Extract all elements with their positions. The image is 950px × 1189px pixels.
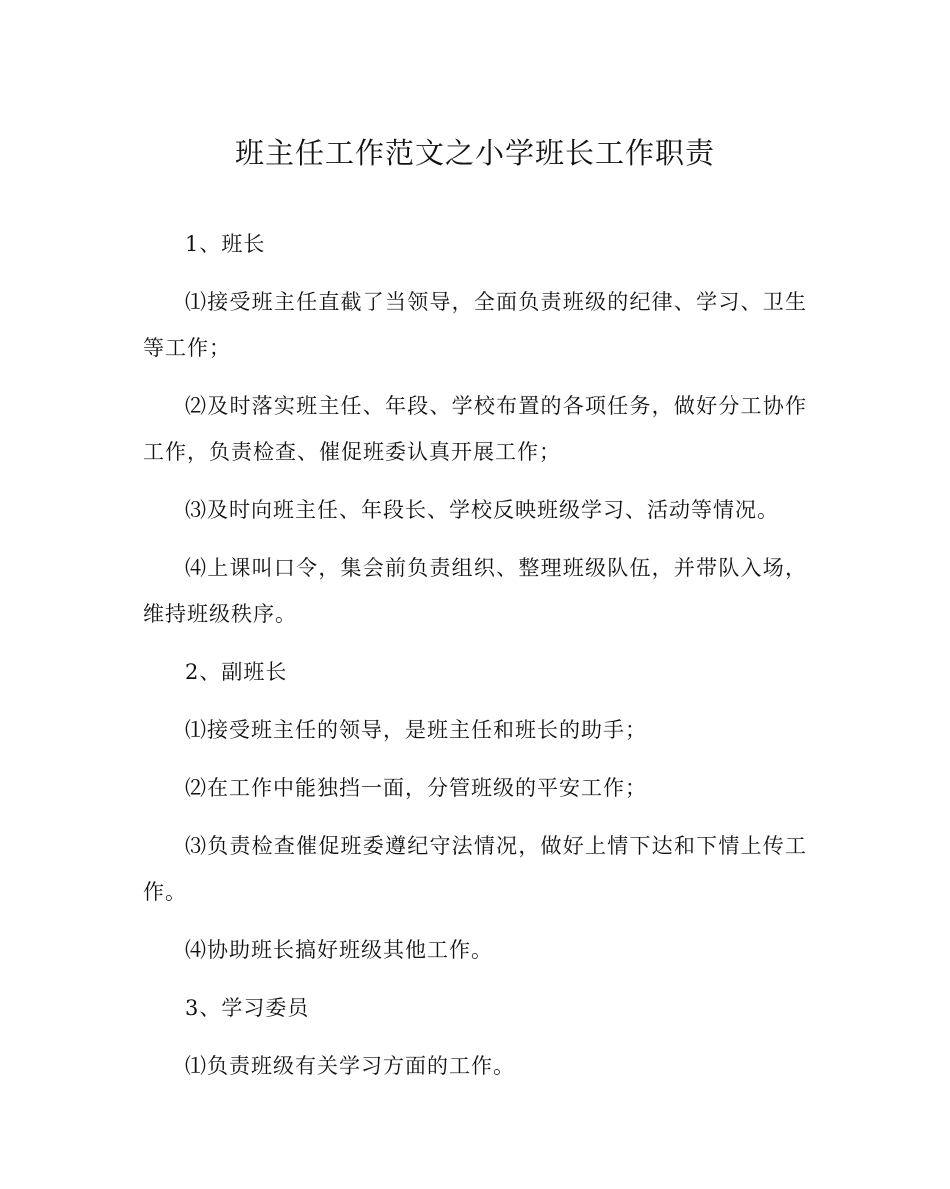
paragraph: ⑴接受班主任的领导，是班主任和班长的助手； [185,718,647,742]
paragraph: ⑶负责检查催促班委遵纪守法情况，做好上情下达和下情上传工作。 [143,834,807,904]
section-heading-monitor: 1、班长 [185,232,266,256]
paragraph: ⑶及时向班主任、年段长、学校反映班级学习、活动等情况。 [185,498,779,522]
paragraph: ⑴接受班主任直截了当领导，全面负责班级的纪律、学习、卫生等工作； [143,290,807,360]
paragraph: ⑵在工作中能独挡一面，分管班级的平安工作； [185,776,647,800]
document-title: 班主任工作范文之小学班长工作职责 [234,136,715,170]
document-body [143,221,807,1101]
paragraph: ⑴负责班级有关学习方面的工作。 [185,1054,515,1078]
paragraph: ⑷协助班长搞好班级其他工作。 [185,938,493,962]
section-heading-vice-monitor: 2、副班长 [185,660,288,684]
section-heading-study-committee: 3、学习委员 [185,996,310,1020]
paragraph: ⑷上课叫口令，集会前负责组织、整理班级队伍，并带队入场，维持班级秩序。 [143,556,807,626]
paragraph: ⑵及时落实班主任、年段、学校布置的各项任务，做好分工协作工作，负责检查、催促班委认真开展工作； [143,394,807,464]
